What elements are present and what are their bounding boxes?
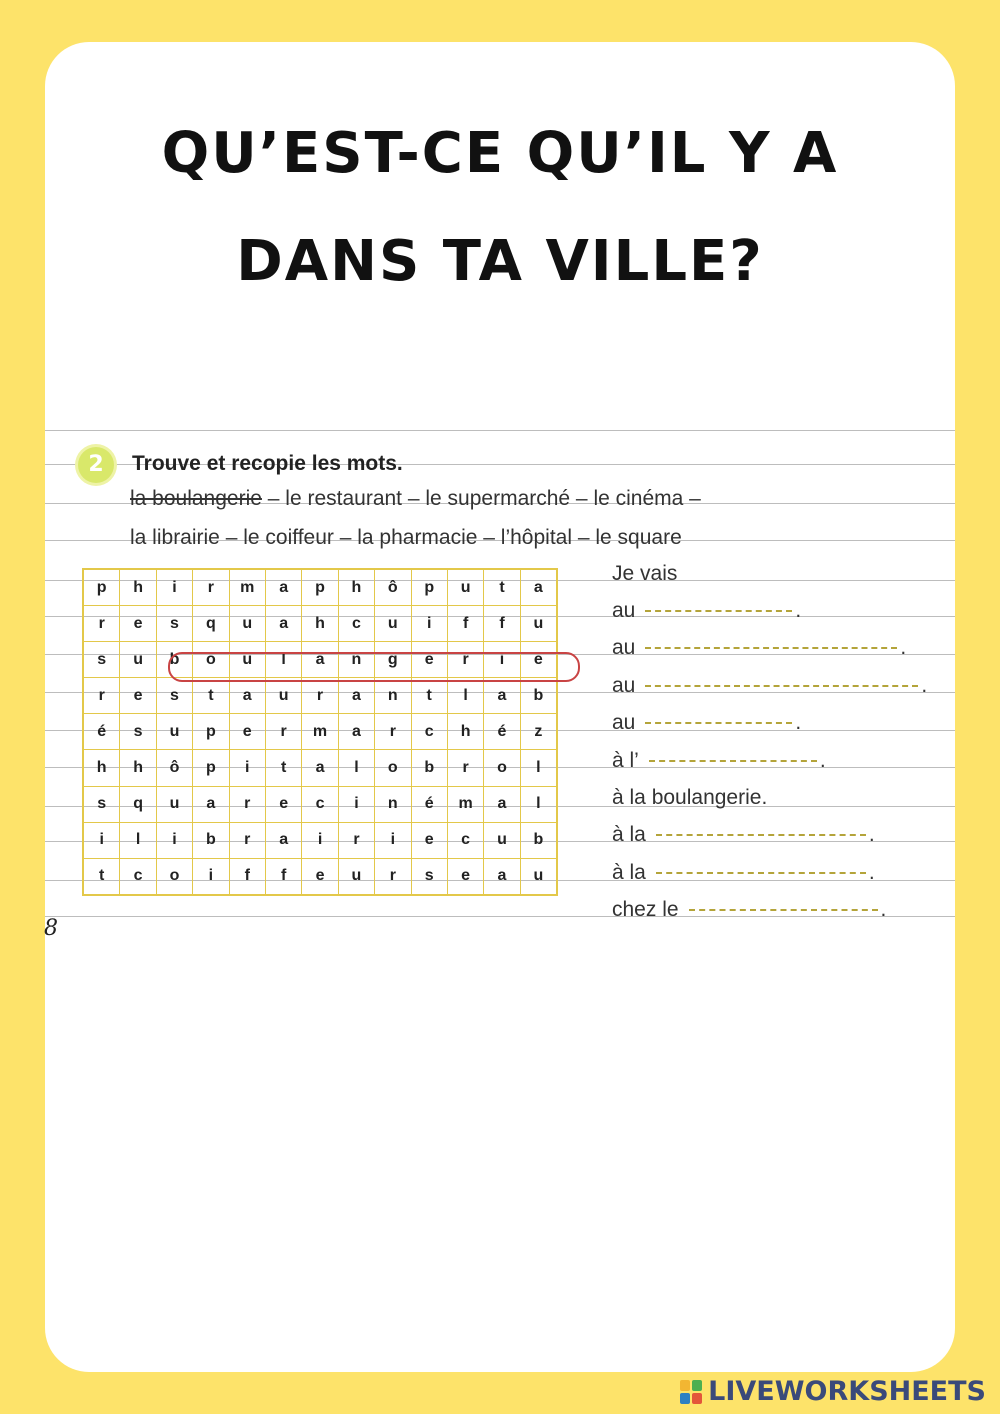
answer-blank-input[interactable]	[645, 722, 792, 724]
brand-text: LIVEWORKSHEETS	[708, 1376, 986, 1407]
grid-cell: é	[83, 714, 120, 750]
grid-cell: e	[265, 786, 301, 822]
grid-cell: e	[120, 678, 156, 714]
word-list-line-1	[130, 487, 701, 511]
grid-cell: f	[265, 858, 301, 895]
grid-cell: ô	[156, 750, 192, 786]
grid-row	[83, 569, 557, 606]
grid-cell: i	[484, 642, 520, 678]
grid-cell: p	[193, 750, 229, 786]
answer-suffix: .	[868, 823, 875, 847]
grid-cell: a	[338, 678, 374, 714]
grid-cell: m	[447, 786, 483, 822]
grid-cell: l	[520, 750, 557, 786]
grid-cell: s	[411, 858, 447, 895]
answer-suffix: .	[868, 860, 875, 884]
answer-line	[612, 674, 927, 698]
grid-cell: r	[83, 606, 120, 642]
grid-cell: c	[302, 786, 338, 822]
grid-cell: t	[484, 569, 520, 606]
grid-cell: e	[229, 714, 265, 750]
grid-cell: i	[229, 750, 265, 786]
grid-cell: r	[375, 858, 411, 895]
grid-cell: i	[83, 822, 120, 858]
grid-row	[83, 786, 557, 822]
grid-cell: h	[83, 750, 120, 786]
answer-blank-input[interactable]	[645, 685, 918, 687]
grid-cell: n	[375, 678, 411, 714]
answer-prefix: à la boulangerie.	[612, 786, 768, 809]
grid-cell: n	[375, 786, 411, 822]
grid-cell: i	[302, 822, 338, 858]
grid-cell: u	[520, 606, 557, 642]
exercise-instruction: Trouve et recopie les mots.	[132, 452, 403, 475]
grid-cell: h	[302, 606, 338, 642]
grid-cell: i	[338, 786, 374, 822]
grid-cell: i	[193, 858, 229, 895]
answer-prefix: chez le	[612, 898, 679, 922]
grid-cell: u	[156, 714, 192, 750]
grid-cell: l	[447, 678, 483, 714]
grid-cell: r	[302, 678, 338, 714]
grid-cell: é	[484, 714, 520, 750]
grid-cell: r	[375, 714, 411, 750]
found-word-highlight	[168, 652, 580, 682]
answer-prefix: au	[612, 636, 636, 660]
grid-cell: l	[265, 642, 301, 678]
grid-cell: u	[375, 606, 411, 642]
grid-cell: c	[338, 606, 374, 642]
grid-cell: ô	[375, 569, 411, 606]
grid-cell: b	[411, 750, 447, 786]
grid-cell: f	[229, 858, 265, 895]
brand-icon	[680, 1380, 702, 1404]
grid-cell: e	[411, 822, 447, 858]
grid-cell: é	[411, 786, 447, 822]
grid-cell: t	[193, 678, 229, 714]
grid-cell: z	[520, 714, 557, 750]
grid-cell: u	[338, 858, 374, 895]
word-list-rest: – le restaurant – le supermarché – le cinéma –	[261, 487, 701, 510]
answer-prefix: au	[612, 673, 636, 697]
grid-cell: i	[156, 569, 192, 606]
answer-suffix: .	[900, 636, 907, 660]
grid-cell: p	[83, 569, 120, 606]
answer-prefix: au	[612, 599, 636, 622]
answer-suffix: .	[795, 711, 802, 735]
answer-line	[612, 599, 801, 623]
grid-cell: m	[302, 714, 338, 750]
grid-cell: u	[520, 858, 557, 895]
title-line-1: QU’EST-CE QU’IL Y A	[161, 121, 839, 186]
answer-blank-input[interactable]	[645, 647, 897, 649]
grid-cell: s	[156, 606, 192, 642]
grid-cell: a	[265, 569, 301, 606]
answer-blank-input[interactable]	[656, 872, 866, 874]
answer-blank-input[interactable]	[689, 909, 878, 911]
grid-cell: a	[229, 678, 265, 714]
grid-cell: a	[193, 786, 229, 822]
grid-cell: a	[484, 786, 520, 822]
answer-line	[612, 711, 801, 735]
grid-cell: u	[156, 786, 192, 822]
grid-cell: m	[229, 569, 265, 606]
grid-cell: a	[484, 678, 520, 714]
grid-cell: h	[338, 569, 374, 606]
answer-line	[612, 823, 875, 847]
answer-suffix: .	[921, 673, 928, 697]
word-search-grid	[82, 568, 558, 896]
answer-line	[612, 636, 906, 660]
grid-cell: a	[265, 822, 301, 858]
grid-cell: u	[484, 822, 520, 858]
brand-logo	[680, 1376, 986, 1407]
answer-suffix: .	[880, 898, 887, 922]
grid-cell: p	[302, 569, 338, 606]
grid-cell: e	[447, 858, 483, 895]
grid-cell: o	[484, 750, 520, 786]
page-number: 8	[44, 916, 58, 941]
grid-cell: e	[120, 606, 156, 642]
grid-cell: e	[411, 642, 447, 678]
grid-cell: t	[411, 678, 447, 714]
grid-cell: u	[265, 678, 301, 714]
grid-cell: h	[120, 569, 156, 606]
answer-line	[612, 749, 826, 773]
answer-blank-input[interactable]	[656, 834, 866, 836]
grid-cell: a	[302, 642, 338, 678]
grid-cell: b	[520, 822, 557, 858]
grid-cell: n	[338, 642, 374, 678]
grid-cell: b	[520, 678, 557, 714]
grid-cell: i	[411, 606, 447, 642]
answer-intro: Je vais	[612, 562, 678, 585]
answer-line	[612, 898, 886, 922]
grid-row	[83, 678, 557, 714]
word-list-line-2: la librairie – le coiffeur – la pharmacie – l’hôpital – le square	[130, 526, 682, 549]
grid-cell: q	[120, 786, 156, 822]
grid-cell: a	[484, 858, 520, 895]
exercise-number-badge: 2	[78, 447, 114, 483]
grid-cell: t	[83, 858, 120, 895]
grid-cell: s	[120, 714, 156, 750]
grid-cell: e	[520, 642, 557, 678]
grid-cell: r	[83, 678, 120, 714]
grid-row	[83, 606, 557, 642]
grid-cell: l	[520, 786, 557, 822]
grid-cell: b	[193, 822, 229, 858]
title-line-2: DANS TA VILLE?	[236, 229, 764, 294]
answer-blank-input[interactable]	[649, 760, 817, 762]
grid-cell: u	[447, 569, 483, 606]
grid-cell: u	[229, 642, 265, 678]
grid-cell: a	[338, 714, 374, 750]
grid-cell: s	[156, 678, 192, 714]
grid-cell: r	[338, 822, 374, 858]
grid-cell: e	[302, 858, 338, 895]
answer-line	[612, 861, 875, 885]
grid-cell: r	[447, 642, 483, 678]
grid-cell: s	[83, 786, 120, 822]
grid-cell: r	[193, 569, 229, 606]
grid-cell: o	[375, 750, 411, 786]
grid-cell: r	[229, 786, 265, 822]
grid-cell: g	[375, 642, 411, 678]
grid-cell: c	[447, 822, 483, 858]
grid-cell: o	[193, 642, 229, 678]
grid-row	[83, 750, 557, 786]
grid-cell: f	[447, 606, 483, 642]
grid-cell: c	[411, 714, 447, 750]
grid-cell: q	[193, 606, 229, 642]
grid-cell: a	[520, 569, 557, 606]
grid-cell: c	[120, 858, 156, 895]
answer-prefix: à la	[612, 860, 646, 884]
grid-row	[83, 858, 557, 895]
grid-cell: u	[229, 606, 265, 642]
grid-cell: t	[265, 750, 301, 786]
grid-row	[83, 822, 557, 858]
grid-cell: a	[265, 606, 301, 642]
grid-cell: h	[120, 750, 156, 786]
page-title	[0, 100, 1000, 316]
grid-cell: u	[120, 642, 156, 678]
answer-suffix: .	[819, 748, 826, 772]
grid-cell: f	[484, 606, 520, 642]
grid-cell: l	[120, 822, 156, 858]
grid-cell: o	[156, 858, 192, 895]
grid-cell: p	[411, 569, 447, 606]
answer-blank-input[interactable]	[645, 610, 792, 612]
grid-cell: s	[83, 642, 120, 678]
grid-cell: a	[302, 750, 338, 786]
answer-prefix: à l’	[612, 748, 639, 772]
grid-cell: r	[447, 750, 483, 786]
grid-cell: l	[338, 750, 374, 786]
grid-cell: b	[156, 642, 192, 678]
grid-cell: h	[447, 714, 483, 750]
grid-cell: i	[375, 822, 411, 858]
ruled-line	[45, 430, 955, 431]
grid-cell: i	[156, 822, 192, 858]
answer-prefix: à la	[612, 823, 646, 847]
grid-cell: p	[193, 714, 229, 750]
struck-word: la boulangerie	[130, 487, 262, 510]
answer-suffix: .	[795, 599, 802, 622]
grid-cell: r	[265, 714, 301, 750]
grid-row	[83, 714, 557, 750]
grid-cell: r	[229, 822, 265, 858]
answer-line	[612, 786, 767, 810]
answer-prefix: au	[612, 711, 636, 735]
